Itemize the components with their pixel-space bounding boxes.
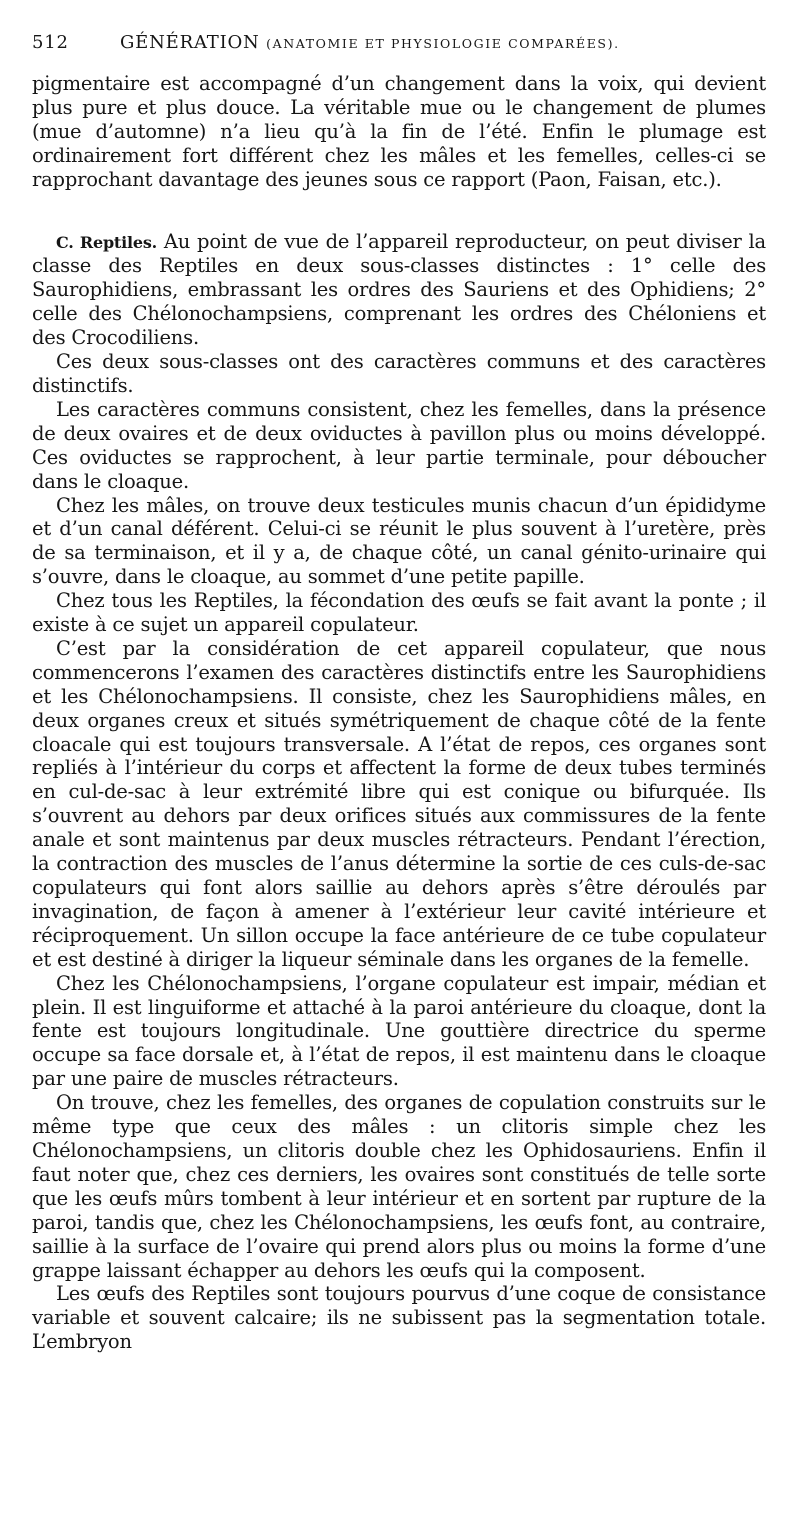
book-page [32, 32, 766, 1354]
paragraph-text: Au point de vue de l’appareil reproducteur, on peut diviser la classe des Reptiles en deux sous-classes distinctes : 1° celle des Saurophidiens, embrassant les ordres des Sauriens et des Ophidiens; 2° celle des Chélonochampsiens, comprenant les ordres des Chéloniens et des Crocodiliens. [32, 229, 766, 350]
running-title [120, 32, 620, 53]
paragraph-eggs [32, 1282, 766, 1354]
paragraph-reptiles-intro [32, 230, 766, 351]
paragraph-text: Chez tous les Reptiles, la fécondation des œufs se fait avant la ponte ; il existe à ce sujet un appareil copulateur. [32, 589, 766, 637]
paragraph-text: Chez les mâles, on trouve deux testicules munis chacun d’un épididyme et d’un canal déférent. Celui-ci se réunit le plus souvent à l’uretère, près de sa terminaison, et il y a, de chaque côté, un canal génito-urinaire qui s’ouvre, dans le cloaque, au sommet d’une petite papille. [32, 493, 766, 589]
running-title-sub: (ANATOMIE ET PHYSIOLOGIE COMPARÉES). [266, 36, 620, 51]
paragraph-text: Les caractères communs consistent, chez les femelles, dans la présence de deux ovaires et de deux oviductes à pavillon plus ou moins développé. Ces oviductes se rapprochent, à leur partie terminale, pour déboucher dans le cloaque. [32, 397, 766, 493]
paragraph-females [32, 1091, 766, 1282]
paragraph-chelonochampsians [32, 972, 766, 1092]
paragraph-subclasses [32, 350, 766, 398]
paragraph-birds-plumage [32, 72, 766, 192]
paragraph-fecundation [32, 589, 766, 637]
running-header [32, 32, 766, 72]
paragraph-text: Les œufs des Reptiles sont toujours pourvus d’une coque de consistance variable et souvent calcaire; ils ne subissent pas la segmentation totale. L’embryon [32, 1282, 766, 1354]
paragraph-males [32, 494, 766, 590]
paragraph-text: Chez les Chélonochampsiens, l’organe copulateur est impair, médian et plein. Il est linguiforme et attaché à la paroi antérieure du cloaque, dont la fente est toujours longitudinale. Une gouttière directrice du sperme occupe sa face dorsale et, à l’état de repos, il est maintenu dans le cloaque par une paire de muscles rétracteurs. [32, 971, 766, 1091]
paragraph-text: Ces deux sous-classes ont des caractères communs et des caractères distinctifs. [32, 350, 766, 397]
section-gap [32, 192, 766, 230]
paragraph-text: C’est par la considération de cet appareil copulateur, que nous commencerons l’examen des caractères distinctifs entre les Saurophidiens et les Chélonochampsiens. Il consiste, chez les Saurophidiens mâles, en deux organes creux et situés symétriquement de chaque côté de la fente cloacale qui est toujours transversale. A l’état de repos, ces organes sont repliés à l’intérieur du corps et affectent la forme de deux tubes terminés en cul-de-sac à leur extrémité libre qui est conique ou bifurquée. Ils s’ouvrent au dehors par deux orifices situés aux commissures de la fente anale et sont maintenus par deux muscles rétracteurs. Pendant l’érection, la contraction des muscles de l’anus détermine la sortie de ces culs-de-sac copulateurs qui font alors saillie au dehors après s’être déroulés par invagination, de façon à amener à l’extérieur leur cavité intérieure et réciproquement. Un sillon occupe la face antérieure de ce tube copulateur et est destiné à diriger la liqueur séminale dans les organes de la femelle. [32, 636, 766, 971]
paragraph-text: On trouve, chez les femelles, des organes de copulation construits sur le même type que ceux des mâles : un clitoris simple chez les Chélonochampsiens, un clitoris double chez les Ophidosauriens. Enfin il faut noter que, chez ces derniers, les ovaires sont constitués de telle sorte que les œufs mûrs tombent à leur intérieur et en sortent par rupture de la paroi, tandis que, chez les Chélonochampsiens, les œufs font, au contraire, saillie à la surface de l’ovaire qui prend alors plus ou moins la forme d’une grappe laissant échapper au dehors les œufs qui la composent. [32, 1091, 766, 1282]
paragraph-text: pigmentaire est accompagné d’un changement dans la voix, qui devient plus pure et plus douce. La véritable mue ou le changement de plumes (mue d’automne) n’a lieu qu’à la fin de l’été. Enfin le plumage est ordinairement fort différent chez les mâles et les femelles, celles-ci se rapprochant davantage des jeunes sous ce rapport (Paon, Faisan, etc.). [32, 72, 766, 191]
paragraph-common-characters [32, 398, 766, 494]
running-title-main: GÉNÉRATION [120, 32, 260, 53]
page-number: 512 [32, 32, 69, 53]
section-label: C. Reptiles. [56, 232, 158, 252]
paragraph-copulatory-apparatus [32, 637, 766, 972]
